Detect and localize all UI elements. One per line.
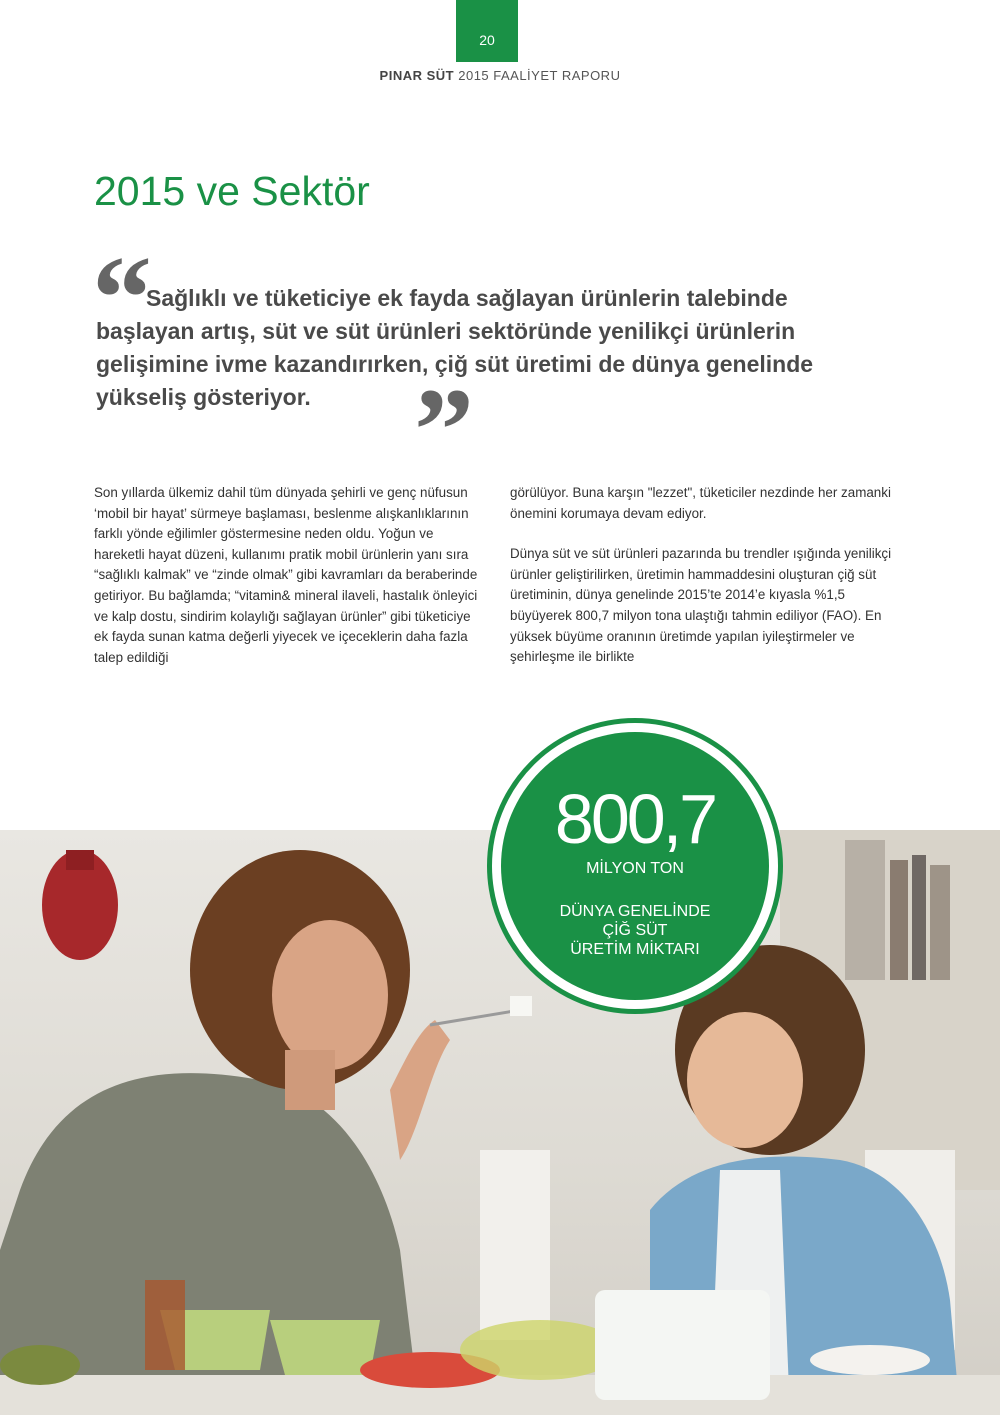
open-quote-mark: “: [92, 231, 152, 364]
pull-quote-text: [96, 282, 886, 414]
stat-value: 800,7: [554, 780, 716, 858]
paragraph: Son yıllarda ülkemiz dahil tüm dünyada şehirli ve genç nüfusun ‘mobil bir hayat’ sürmeye başlaması, beslenme alışkanlıklarının farklı yönde eğilimler göstermesine neden oldu. Yoğun ve hareketli hayat düzeni, kullanımı pratik mobil ürünlerin yanı sıra “sağlıklı kalmak” ve “zinde olmak” gibi kavramları da beraberinde getiriyor. Bu bağlamda; “vitamin& mineral ilaveli, hastalık önleyici ve kalp dostu, sindirim kolaylığı sağlayan ürünler” gibi tüketiciye ek fayda sunan katma değerli yiyecek ve içeceklerin daha fazla talep edildiği: [94, 485, 478, 665]
body-column-right: [510, 483, 900, 688]
page-number-tab: [456, 0, 518, 62]
stat-callout: [487, 718, 783, 1014]
stat-desc-line: ÇİĞ SÜT: [602, 922, 668, 939]
report-name: 2015 FAALİYET RAPORU: [458, 68, 621, 83]
paragraph: görülüyor. Buna karşın "lezzet", tüketiciler nezdinde her zamanki önemini korumaya devam ediyor.: [510, 485, 891, 521]
close-quote-mark: ”: [414, 363, 474, 496]
stat-circle: [501, 732, 769, 1000]
stat-desc-line: ÜRETİM MİKTARI: [570, 941, 700, 958]
stat-unit: MİLYON TON: [586, 860, 684, 877]
paragraph: Dünya süt ve süt ürünleri pazarında bu trendler ışığında yenilikçi ürünler geliştirilirken, üretimin hammaddesini oluşturan çiğ süt üretiminin, dünya genelinde 2015’te 2014’e kıyasla %1,5 büyüyerek 800,7 milyon tona ulaştığı tahmin ediliyor (FAO). En yüksek büyüme oranının üretimde yapılan iyileştirmeler ve şehirleşme ile birlikte: [510, 546, 892, 665]
section-title: 2015 ve Sektör: [94, 168, 370, 214]
body-column-left: [94, 483, 484, 688]
stat-desc-line: DÜNYA GENELİNDE: [559, 903, 711, 920]
quote-text: Sağlıklı ve tüketiciye ek fayda sağlayan ürünlerin talebinde başlayan artış, süt ve süt ürünleri sektöründe yenilikçi ürünlerin gelişimine ivme kazandırırken, çiğ süt üretimi de dünya genelinde yükseliş gösteriyor.: [96, 285, 814, 410]
running-header: [0, 68, 1000, 83]
brand-name: PINAR SÜT: [379, 68, 455, 83]
stat-description: [501, 902, 769, 959]
page-number: 20: [479, 32, 495, 48]
